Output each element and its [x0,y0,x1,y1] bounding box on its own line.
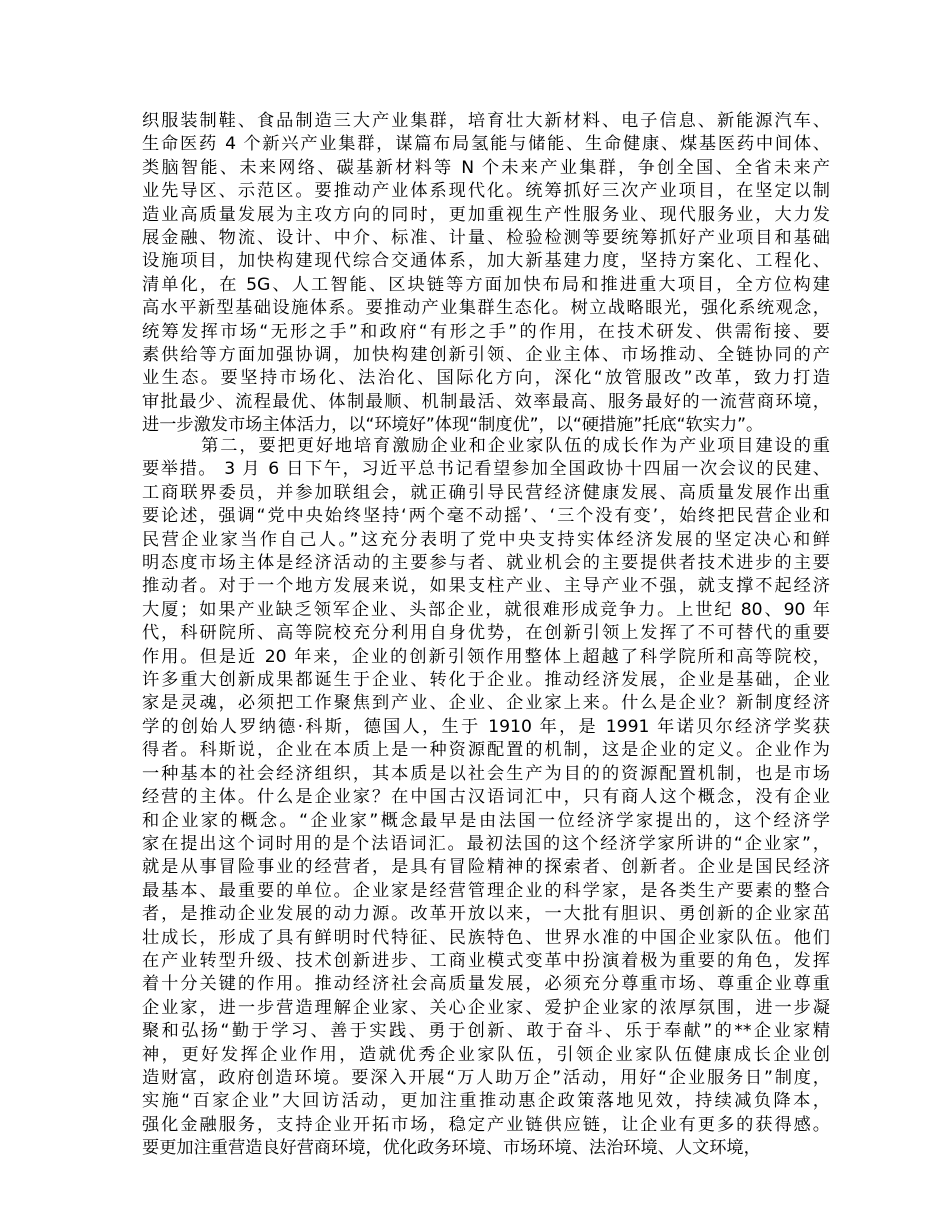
paragraph-1-line: 设施项目，加快构建现代综合交通体系，加大新基建力度，坚持方案化、工程化、 [142,251,830,272]
paragraph-2-line: 壮成长，形成了具有鲜明时代特征、民族特色、世界水准的中国企业家队伍。他们 [142,927,830,948]
paragraph-2-line: 一种基本的社会经济组织，其本质是以社会生产为目的的资源配置机制，也是市场 [142,763,830,784]
paragraph-1-line: 进一步激发市场主体活力，以“环境好”体现“制度优”，以“硬措施”托底“软实力”。 [142,415,764,436]
paragraph-2-line: 经营的主体。什么是企业家？在中国古汉语词汇中，只有商人这个概念，没有企业 [142,787,830,808]
paragraph-2-line: 代，科研院所、高等院校充分利用自身优势，在创新引领上发挥了不可替代的重要 [142,623,830,644]
paragraph-2-line: 就是从事冒险事业的经营者，是具有冒险精神的探索者、创新者。企业是国民经济 [142,857,830,878]
paragraph-1-line: 展金融、物流、设计、中介、标准、计量、检验检测等要统筹抓好产业项目和基础 [142,228,830,249]
paragraph-1-line: 类脑智能、未来网络、碳基新材料等 N 个未来产业集群，争创全国、全省未来产 [142,157,830,178]
paragraph-2-line: 者，是推动企业发展的动力源。改革开放以来，一大批有胆识、勇创新的企业家茁 [142,904,830,925]
paragraph-2-line: 大厦；如果产业缺乏领军企业、头部企业，就很难形成竞争力。上世纪 80、90 年 [142,599,830,620]
paragraph-2-line: 第二，要把更好地培育激励企业和企业家队伍的成长作为产业项目建设的重 [142,436,830,456]
paragraph-1-line: 高水平新型基础设施体系。要推动产业集群生态化。树立战略眼光，强化系统观念， [142,298,830,319]
paragraph-2-line: 学的创始人罗纳德·科斯，德国人，生于 1910 年，是 1991 年诺贝尔经济学奖获 [142,716,830,737]
paragraph-2-line: 企业家，进一步营造理解企业家、关心企业家、爱护企业家的浓厚氛围，进一步凝 [142,997,830,1018]
paragraph-2-line: 造财富，政府创造环境。要深入开展“万人助万企”活动，用好“企业服务日”制度， [142,1067,830,1088]
paragraph-2-line: 推动者。对于一个地方发展来说，如果支柱产业、主导产业不强，就支撑不起经济 [142,576,830,597]
paragraph-2-line: 得者。科斯说，企业在本质上是一种资源配置的机制，这是企业的定义。企业作为 [142,740,830,761]
paragraph-2-line: 明态度市场主体是经济活动的主要参与者、就业机会的主要提供者技术进步的主要 [142,553,830,574]
paragraph-1-line: 生命医药 4 个新兴产业集群，谋篇布局氢能与储能、生命健康、煤基医药中间体、 [142,134,830,155]
paragraph-1-line: 素供给等方面加强协调，加快构建创新引领、企业主体、市场推动、全链协同的产 [142,345,830,366]
paragraph-2-line: 要论述，强调“党中央始终坚持‘两个毫不动摇’、‘三个没有变’，始终把民营企业和 [142,506,830,527]
paragraph-2-line: 强化金融服务，支持企业开拓市场，稳定产业链供应链，让企业有更多的获得感。 [142,1114,830,1135]
paragraph-2-line: 实施“百家企业”大回访活动，更加注重推动惠企政策落地见效，持续减负降本， [142,1091,830,1112]
paragraph-1-line: 造业高质量发展为主攻方向的同时，更加重视生产性服务业、现代服务业，大力发 [142,204,830,225]
paragraph-2-line: 神，更好发挥企业作用，造就优秀企业家队伍，引领企业家队伍健康成长企业创 [142,1044,830,1065]
paragraph-2-line: 和企业家的概念。“企业家”概念最早是由法国一位经济学家提出的，这个经济学 [142,810,830,831]
paragraph-2-line: 聚和弘扬“勤于学习、善于实践、勇于创新、敢于奋斗、乐于奉献”的**企业家精 [142,1021,830,1042]
paragraph-1 [142,110,830,438]
paragraph-1-line: 清单化，在 5G、人工智能、区块链等方面加快布局和推进重大项目，全方位构建 [142,274,830,295]
paragraph-2-line: 要更加注重营造良好营商环境，优化政务环境、市场环境、法治环境、人文环境， [142,1138,761,1159]
paragraph-2-line: 许多重大创新成果都诞生于企业、转化于企业。推动经济发展，企业是基础，企业 [142,670,830,691]
paragraph-2 [142,435,830,1161]
paragraph-2-line: 家是灵魂，必须把工作聚焦到产业、企业、企业家上来。什么是企业？新制度经济 [142,693,830,714]
paragraph-2-line: 要举措。 3 月 6 日下午，习近平总书记看望参加全国政协十四届一次会议的民建、 [142,459,830,480]
paragraph-2-line: 在产业转型升级、技术创新进步、工商业模式变革中扮演着极为重要的角色，发挥 [142,950,830,971]
paragraph-2-line: 民营企业家当作自己人。”这充分表明了党中央支持实体经济发展的坚定决心和鲜 [142,529,830,550]
paragraph-2-line: 工商联界委员，并参加联组会，就正确引导民营经济健康发展、高质量发展作出重 [142,482,830,503]
paragraph-1-line: 业生态。要坚持市场化、法治化、国际化方向，深化“放管服改”改革，致力打造 [142,368,830,389]
paragraph-1-line: 业先导区、示范区。要推动产业体系现代化。统筹抓好三次产业项目，在坚定以制 [142,181,830,202]
paragraph-1-line: 织服装制鞋、食品制造三大产业集群，培育壮大新材料、电子信息、新能源汽车、 [142,111,830,131]
paragraph-2-line: 着十分关键的作用。推动经济社会高质量发展，必须充分尊重市场、尊重企业尊重 [142,974,830,995]
paragraph-2-line: 家在提出这个词时用的是个法语词汇。最初法国的这个经济学家所讲的“企业家”， [142,833,830,854]
paragraph-1-line: 统筹发挥市场“无形之手”和政府“有形之手”的作用，在技术研发、供需衔接、要 [142,321,830,342]
paragraph-1-line: 审批最少、流程最优、体制最顺、机制最活、效率最高、服务最好的一流营商环境， [142,391,830,412]
paragraph-2-line: 最基本、最重要的单位。企业家是经营管理企业的科学家，是各类生产要素的整合 [142,880,830,901]
paragraph-2-line: 作用。但是近 20 年来，企业的创新引领作用整体上超越了科学院所和高等院校， [142,646,830,667]
